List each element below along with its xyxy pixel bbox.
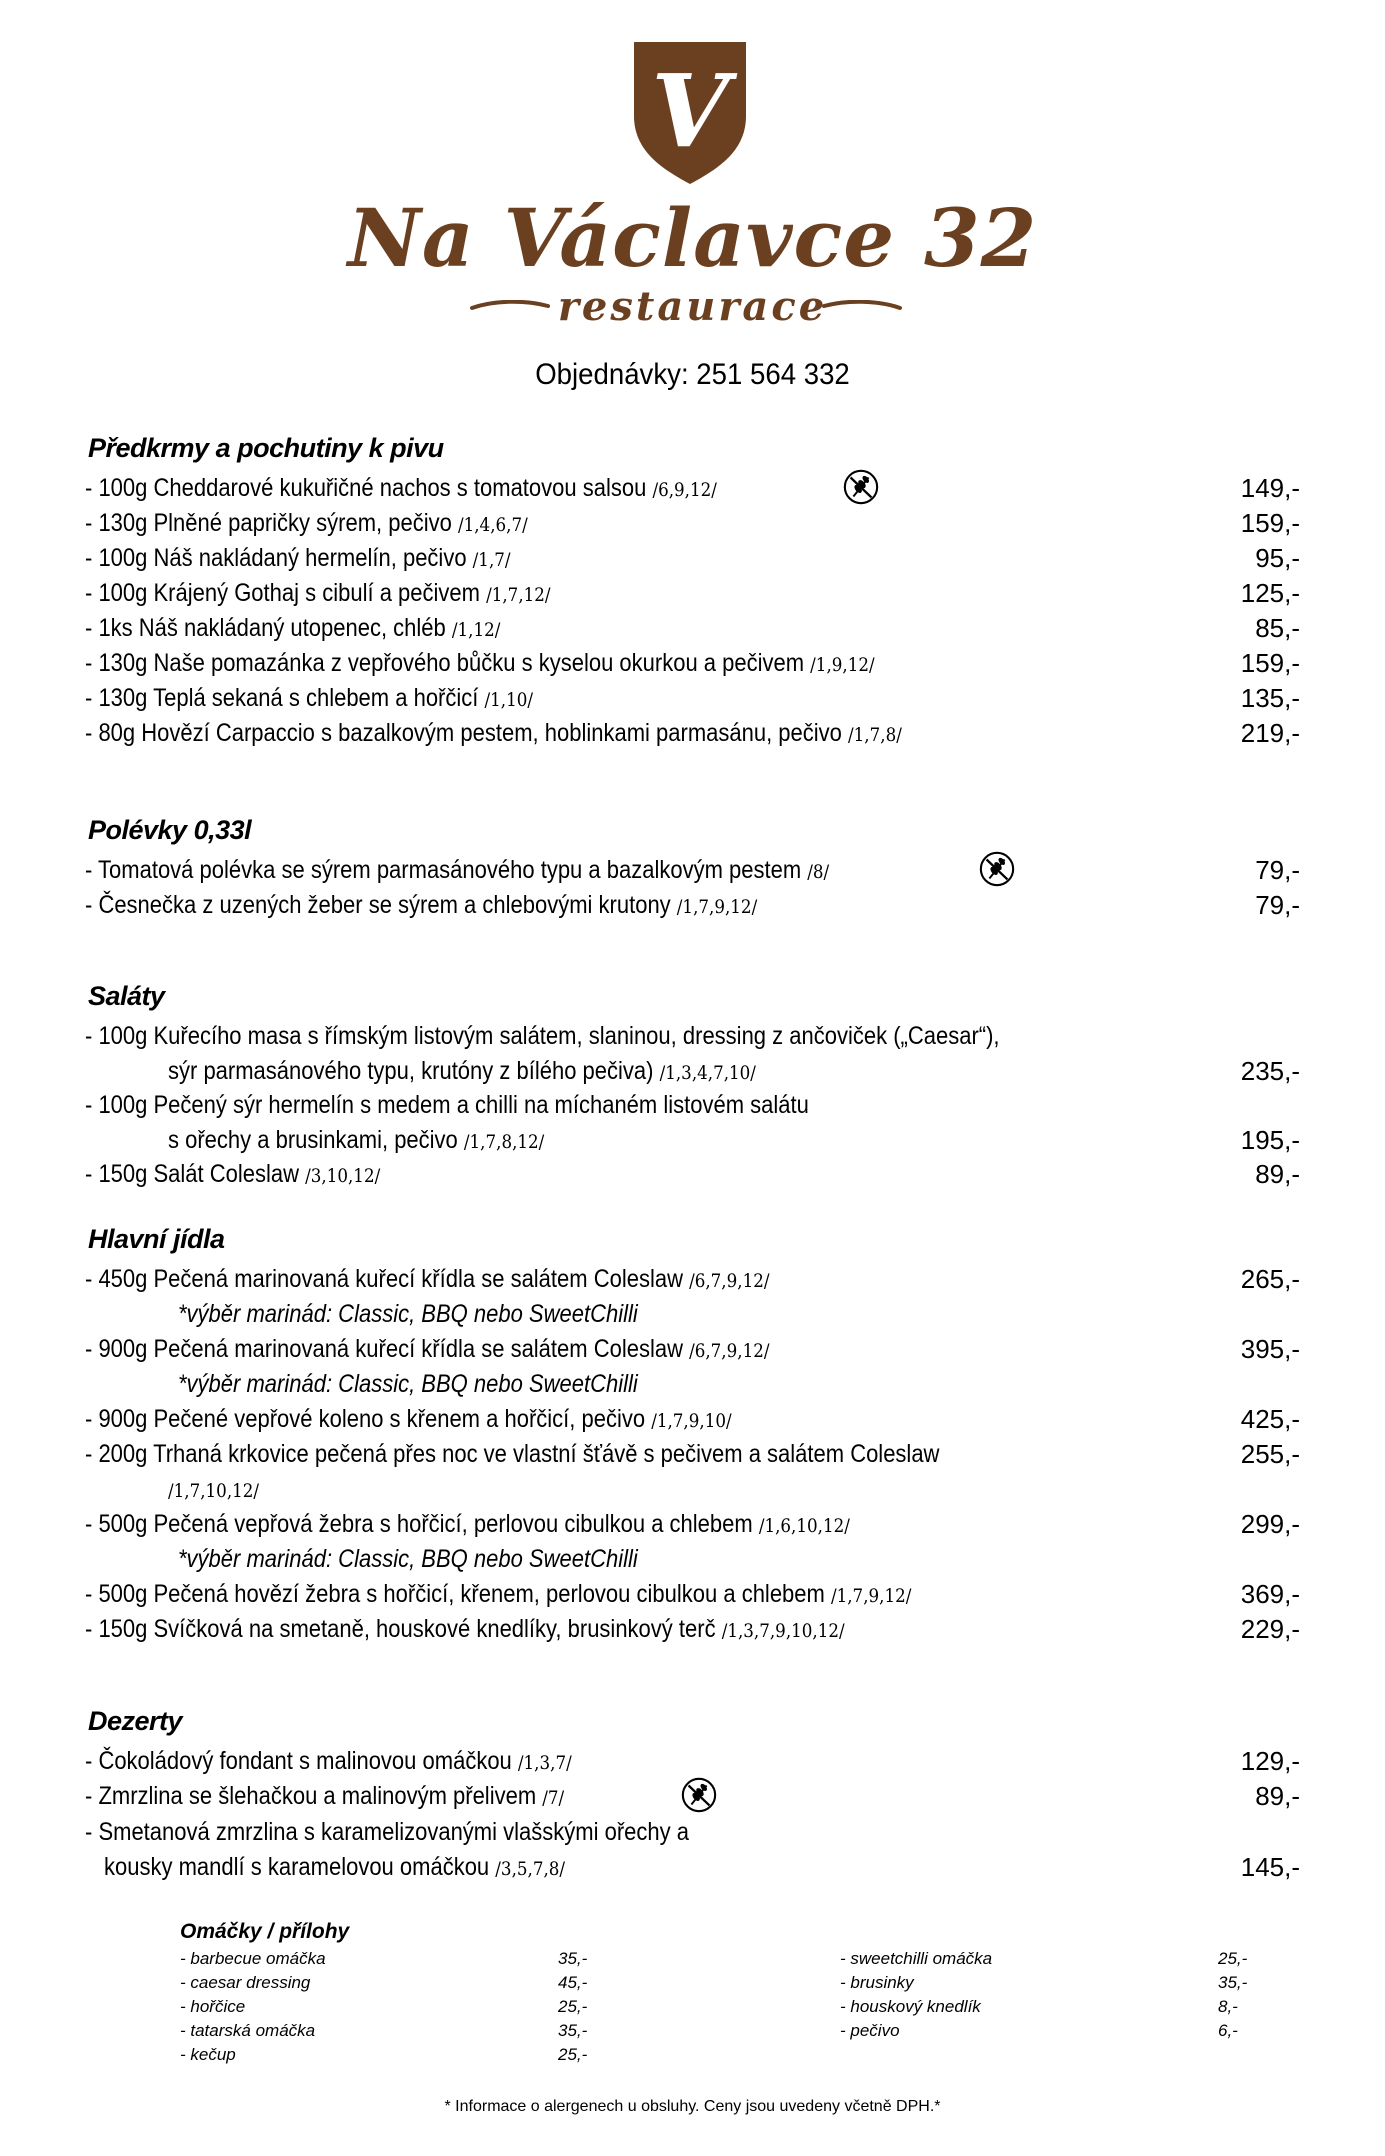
- item-name: - Zmrzlina se šlehačkou a malinovým přelivem: [85, 1782, 543, 1810]
- menu-item-text: [85, 505, 528, 543]
- sides-title: Omáčky / přílohy: [180, 1920, 350, 1943]
- menu-item-text: [85, 715, 902, 753]
- marinade-note: *výběr marinád: Classic, BBQ nebo SweetChilli: [178, 1370, 638, 1398]
- side-price: 45,-: [558, 1973, 588, 1992]
- menu-item-line: [85, 1018, 1305, 1054]
- menu-item-text: [85, 610, 500, 648]
- item-name: - Tomatová polévka se sýrem parmasánového typu a bazalkovým pestem: [85, 856, 808, 884]
- menu-item-line: [85, 1087, 1305, 1123]
- item-name: - 1ks Náš nakládaný utopenec, chléb: [85, 614, 452, 642]
- section-title-starters: Předkrmy a pochutiny k pivu: [88, 433, 444, 463]
- marinade-note: *výběr marinád: Classic, BBQ nebo SweetChilli: [178, 1300, 638, 1328]
- menu-item-text: [85, 1576, 911, 1614]
- item-name: s ořechy a brusinkami, pečivo: [168, 1126, 464, 1154]
- allergen-codes: /1,3,7,9,10,12/: [721, 1620, 845, 1642]
- svg-text:V: V: [651, 52, 729, 170]
- gluten-free-icon: [680, 1776, 718, 1814]
- side-name: - brusinky: [840, 1973, 914, 1992]
- menu-item-text: [85, 1506, 850, 1544]
- marinade-note: *výběr marinád: Classic, BBQ nebo SweetChilli: [178, 1545, 638, 1573]
- side-name: - caesar dressing: [180, 1973, 311, 1992]
- menu-item-line: [85, 645, 1305, 683]
- menu-item-line: [85, 575, 1305, 613]
- side-price: 35,-: [1218, 1973, 1248, 1992]
- side-name: - barbecue omáčka: [180, 1949, 326, 1968]
- right-swash-ornament: [822, 300, 902, 312]
- order-phone-line: Objednávky: 251 564 332: [535, 358, 850, 391]
- menu-item-line: [85, 470, 1305, 508]
- item-price: 265,-: [1240, 1264, 1300, 1294]
- side-price: 8,-: [1218, 1997, 1238, 2016]
- gluten-free-icon: [842, 468, 880, 506]
- side-price: 6,-: [1218, 2021, 1238, 2040]
- menu-item-text: [168, 1053, 756, 1091]
- allergen-codes: /1,7,8/: [848, 724, 902, 746]
- side-name: - pečivo: [840, 2021, 900, 2040]
- item-name: sýr parmasánového typu, krutóny z bílého pečiva): [168, 1057, 660, 1085]
- side-price: 25,-: [558, 1997, 588, 2016]
- item-price: 149,-: [1240, 473, 1300, 503]
- menu-item-line: [85, 1261, 1305, 1299]
- side-price: 35,-: [558, 2021, 588, 2040]
- menu-item-line: [85, 505, 1305, 543]
- menu-item-text: [168, 1471, 259, 1509]
- menu-item-text: [85, 1156, 380, 1194]
- allergen-codes: /1,7,12/: [486, 584, 551, 606]
- side-name: - hořčice: [180, 1997, 246, 2016]
- item-price: 85,-: [1255, 613, 1300, 643]
- item-name: - 150g Salát Coleslaw: [85, 1160, 306, 1188]
- item-price: 229,-: [1240, 1614, 1300, 1644]
- item-price: 95,-: [1255, 543, 1300, 573]
- menu-item-text: [85, 470, 717, 508]
- menu-item-text: [168, 1122, 544, 1160]
- item-price: 79,-: [1255, 890, 1300, 920]
- item-price: 89,-: [1255, 1781, 1300, 1811]
- side-price: 25,-: [558, 2045, 588, 2064]
- menu-item-text: [85, 1331, 769, 1369]
- menu-item-line: [85, 1814, 1305, 1850]
- menu-item-line: [85, 715, 1305, 753]
- section-title-desserts: Dezerty: [88, 1706, 183, 1736]
- item-name: - Česnečka z uzených žeber se sýrem a chlebovými krutony: [85, 891, 677, 919]
- item-name: - 100g Krájený Gothaj s cibulí a pečivem: [85, 579, 487, 607]
- menu-item-text: [85, 1778, 564, 1816]
- restaurant-subtitle: restaurace: [557, 283, 828, 330]
- allergen-codes: /1,7,10,12/: [168, 1480, 260, 1502]
- allergen-codes: /6,9,12/: [652, 479, 717, 501]
- section-title-soups: Polévky 0,33l: [88, 815, 252, 845]
- item-name: - 900g Pečené vepřové koleno s křenem a hořčicí, pečivo: [85, 1405, 652, 1433]
- item-price: 145,-: [1240, 1852, 1300, 1882]
- side-name: - kečup: [180, 2045, 236, 2064]
- item-name: - 130g Teplá sekaná s chlebem a hořčicí: [85, 684, 485, 712]
- menu-item-line: [85, 1331, 1305, 1369]
- item-price: 369,-: [1240, 1579, 1300, 1609]
- side-name: - houskový knedlík: [840, 1997, 981, 2016]
- menu-item-text: [85, 1814, 689, 1850]
- item-price: 425,-: [1240, 1404, 1300, 1434]
- menu-item-line: [85, 1156, 1305, 1194]
- item-name: - 100g Kuřecího masa s římským listovým salátem, slaninou, dressing z ančoviček („Caesar“),: [85, 1022, 1000, 1050]
- menu-item-text: [85, 1743, 572, 1781]
- allergen-codes: /6,7,9,12/: [689, 1340, 770, 1362]
- item-name: - 200g Trhaná krkovice pečená přes noc ve vlastní šťávě s pečivem a salátem Coleslaw: [85, 1440, 940, 1468]
- menu-item-text: [85, 1436, 939, 1472]
- item-name: - 900g Pečená marinovaná kuřecí křídla se salátem Coleslaw: [85, 1335, 690, 1363]
- item-name: kousky mandlí s karamelovou omáčkou: [104, 1853, 496, 1881]
- restaurant-logo-shield: [630, 38, 750, 186]
- menu-item-line: [85, 1576, 1305, 1614]
- item-price: 159,-: [1240, 508, 1300, 538]
- allergen-codes: /1,7,9,12/: [830, 1585, 912, 1607]
- side-price: 25,-: [1218, 1949, 1248, 1968]
- item-name: - 80g Hovězí Carpaccio s bazalkovým pestem, hoblinkami parmasánu, pečivo: [85, 719, 849, 747]
- item-price: 89,-: [1255, 1159, 1300, 1189]
- allergen-codes: /1,10/: [484, 689, 533, 711]
- item-price: 79,-: [1255, 855, 1300, 885]
- item-price: 395,-: [1240, 1334, 1300, 1364]
- side-price: 35,-: [558, 1949, 588, 1968]
- section-title-salads: Saláty: [88, 981, 165, 1011]
- side-name: - sweetchilli omáčka: [840, 1949, 993, 1968]
- allergen-codes: /1,7,9,10/: [651, 1410, 732, 1432]
- allergen-codes: /1,4,6,7/: [457, 514, 528, 536]
- menu-item-line: [104, 1849, 1324, 1887]
- item-name: - 500g Pečená vepřová žebra s hořčicí, perlovou cibulkou a chlebem: [85, 1510, 759, 1538]
- item-name: - Smetanová zmrzlina s karamelizovanými vlašskými ořechy a: [85, 1818, 689, 1846]
- menu-item-line: [85, 852, 1305, 890]
- allergen-codes: /1,3,7/: [517, 1752, 572, 1774]
- menu-item-line: [85, 680, 1305, 718]
- allergen-codes: /1,9,12/: [810, 654, 875, 676]
- menu-item-text: [85, 1261, 769, 1299]
- item-price: 255,-: [1240, 1439, 1300, 1469]
- item-name: - 150g Svíčková na smetaně, houskové knedlíky, brusinkový terč: [85, 1615, 722, 1643]
- item-name: - Čokoládový fondant s malinovou omáčkou: [85, 1747, 518, 1775]
- menu-item-text: [85, 575, 551, 613]
- allergen-codes: /1,7/: [472, 549, 511, 571]
- item-name: - 130g Plněné papričky sýrem, pečivo: [85, 509, 458, 537]
- menu-item-line: [85, 1611, 1305, 1649]
- menu-item-line: [85, 1401, 1305, 1439]
- item-name: - 450g Pečená marinovaná kuřecí křídla se salátem Coleslaw: [85, 1265, 690, 1293]
- menu-item-text: [85, 887, 757, 925]
- item-name: - 100g Pečený sýr hermelín s medem a chilli na míchaném listovém salátu: [85, 1091, 809, 1119]
- menu-item-text: [85, 1018, 1000, 1054]
- item-price: 129,-: [1240, 1746, 1300, 1776]
- restaurant-name: Na Václavce 32: [347, 191, 1038, 285]
- gluten-free-icon: [978, 850, 1016, 888]
- menu-item-line: [168, 1471, 1385, 1509]
- side-name: - tatarská omáčka: [180, 2021, 316, 2040]
- menu-item-text: [85, 1401, 732, 1439]
- item-price: 159,-: [1240, 648, 1300, 678]
- item-name: - 100g Cheddarové kukuřičné nachos s tomatovou salsou: [85, 474, 653, 502]
- allergen-codes: /6,7,9,12/: [689, 1270, 770, 1292]
- menu-item-text: [104, 1849, 565, 1887]
- item-price: 125,-: [1240, 578, 1300, 608]
- footer-note: * Informace o alergenech u obsluhy. Ceny jsou uvedeny včetně DPH.*: [444, 2098, 941, 2115]
- allergen-codes: /1,12/: [451, 619, 501, 641]
- item-price: 235,-: [1240, 1056, 1300, 1086]
- allergen-codes: /3,10,12/: [305, 1165, 381, 1187]
- allergen-codes: /1,7,8,12/: [463, 1131, 545, 1153]
- allergen-codes: /3,5,7,8/: [495, 1858, 566, 1880]
- allergen-codes: /8/: [807, 861, 830, 883]
- menu-item-line: [85, 610, 1305, 648]
- menu-item-text: [85, 1087, 809, 1123]
- item-price: 195,-: [1240, 1125, 1300, 1155]
- menu-item-line: [168, 1053, 1385, 1091]
- item-price: 135,-: [1240, 683, 1300, 713]
- menu-item-text: [85, 540, 511, 578]
- item-name: - 130g Naše pomazánka z vepřového bůčku s kyselou okurkou a pečivem: [85, 649, 811, 677]
- item-name: - 100g Náš nakládaný hermelín, pečivo: [85, 544, 473, 572]
- menu-item-line: [168, 1122, 1385, 1160]
- menu-item-text: [85, 852, 829, 890]
- allergen-codes: /1,6,10,12/: [758, 1515, 850, 1537]
- menu-item-line: [85, 1436, 1305, 1472]
- item-price: 299,-: [1240, 1509, 1300, 1539]
- allergen-codes: /1,3,4,7,10/: [659, 1062, 756, 1084]
- menu-item-text: [85, 680, 533, 718]
- item-price: 219,-: [1240, 718, 1300, 748]
- item-name: - 500g Pečená hovězí žebra s hořčicí, křenem, perlovou cibulkou a chlebem: [85, 1580, 831, 1608]
- section-title-mains: Hlavní jídla: [88, 1224, 225, 1254]
- menu-item-text: [85, 1611, 845, 1649]
- menu-item-line: [85, 887, 1305, 925]
- menu-item-line: [85, 1506, 1305, 1544]
- menu-item-text: [85, 645, 875, 683]
- allergen-codes: /1,7,9,12/: [676, 896, 758, 918]
- menu-item-line: [85, 540, 1305, 578]
- allergen-codes: /7/: [542, 1787, 565, 1809]
